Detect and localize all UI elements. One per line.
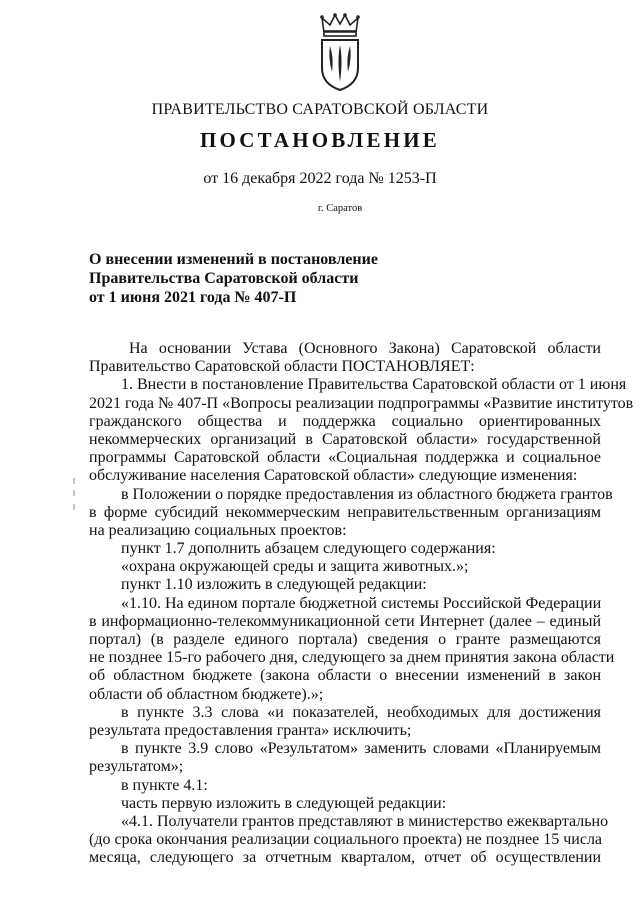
body-line: программы Саратовской области «Социальная поддержка и социальное: [89, 449, 601, 467]
body-line: результатом»;: [89, 758, 184, 776]
body-line: обслуживание населения Саратовской области» следующие изменения:: [89, 467, 578, 485]
body-line: в Положении о порядке предоставления из областного бюджета грантов: [121, 485, 613, 503]
body-line: не позднее 15-го рабочего дня, следующего за днем принятия закона области: [89, 649, 615, 667]
body-line: пункт 1.10 изложить в следующей редакции:: [121, 576, 427, 594]
body-line: на реализацию социальных проектов:: [89, 521, 347, 539]
margin-marks: [72, 478, 76, 518]
organization-name: ПРАВИТЕЛЬСТВО САРАТОВСКОЙ ОБЛАСТИ: [151, 101, 489, 118]
body-line: «4.1. Получатели грантов представляют в министерство ежеквартально: [121, 812, 609, 830]
body-line: результата предоставления гранта» исключить;: [89, 721, 412, 739]
body-line: области об областном бюджете).»;: [89, 685, 324, 703]
body-line: в форме субсидий некоммерческим неправительственным организациям: [89, 503, 601, 521]
body-line: в пункте 3.9 слово «Результатом» заменить словами «Планируемым: [121, 740, 601, 758]
subject-line: О внесении изменений в постановление: [89, 251, 378, 268]
body-line: 1. Внести в постановление Правительства Саратовской области от 1 июня: [121, 376, 627, 394]
body-line: часть первую изложить в следующей редакции:: [121, 794, 447, 812]
body-line: 2021 года № 407-П «Вопросы реализации подпрограммы «Развитие институтов: [89, 394, 634, 412]
body-line: в информационно-телекоммуникационной сети Интернет (далее – единый: [89, 612, 601, 630]
body-line: «охрана окружающей среды и защита животных.»;: [121, 558, 469, 576]
subject-line: от 1 июня 2021 года № 407-П: [89, 289, 297, 306]
body-line: пункт 1.7 дополнить абзацем следующего содержания:: [121, 540, 496, 558]
body-line: (до срока окончания реализации социального проекта) не позднее 15 числа: [89, 831, 603, 849]
document-subject: [89, 250, 409, 307]
body-line: Правительство Саратовской области ПОСТАНОВЛЯЕТ:: [89, 358, 475, 376]
body-line: На основании Устава (Основного Закона) Саратовской области: [129, 340, 601, 357]
document-date-number: от 16 декабря 2022 года № 1253-П: [203, 170, 437, 187]
subject-line: Правительства Саратовской области: [89, 270, 359, 287]
body-line: месяца, следующего за отчетным кварталом, отчет об осуществлении: [89, 849, 601, 867]
body-line: в пункте 4.1:: [121, 776, 208, 794]
body-line: «1.10. На едином портале бюджетной системы Российской Федерации: [121, 594, 602, 612]
coat-of-arms-icon: [318, 12, 362, 92]
body-line: об областном бюджете (закона области о внесении изменений в закон: [89, 667, 601, 685]
body-line: гражданского общества и поддержка социально ориентированных: [89, 412, 601, 430]
document-type: ПОСТАНОВЛЕНИЕ: [199, 128, 441, 152]
document-body: [89, 340, 634, 867]
body-line: портал) (в разделе единого портала) сведения о гранте размещаются: [89, 631, 601, 648]
body-line: некоммерческих организаций в Саратовской области» государственной: [89, 430, 601, 448]
body-line: в пункте 3.3 слова «и показателей, необходимых для достижения: [121, 703, 601, 721]
document-city: г. Саратов: [317, 203, 363, 214]
